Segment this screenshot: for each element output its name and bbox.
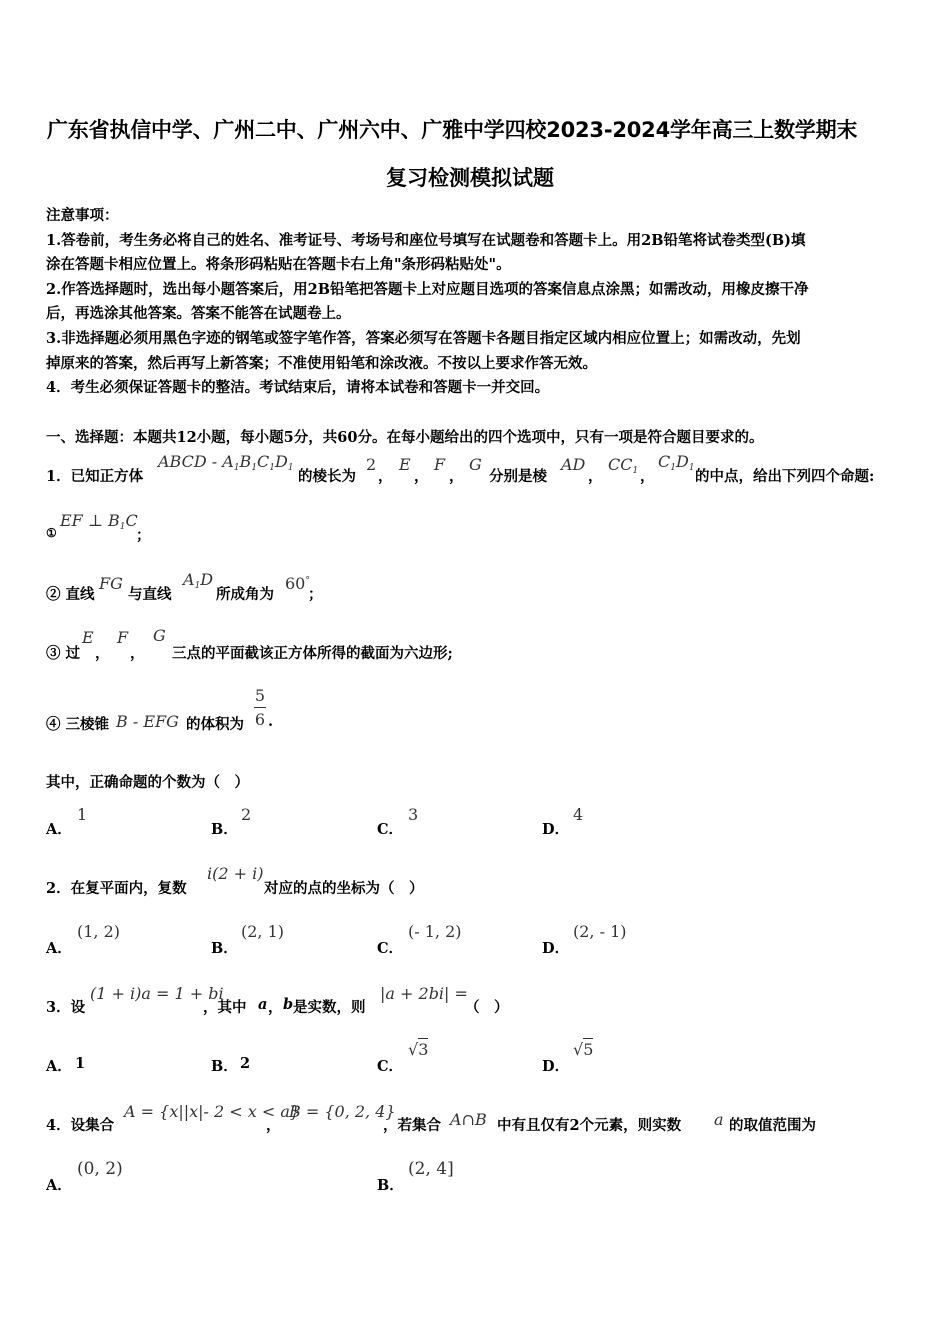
q3-abs-expr: |a + 2bi| = [380,984,468,1003]
q2-option-c-label[interactable]: C． [377,940,404,957]
q1-option-d-value[interactable]: 4 [573,805,584,824]
q3-text-3: ， [268,999,283,1016]
q2-option-c-value[interactable]: (- 1, 2) [408,922,462,941]
q1-prop2-fg: FG [99,574,123,593]
q1-prop2-text-a: ② 直线 [46,586,95,603]
title-line-2: 复习检测模拟试题 [386,166,554,190]
note-2b: 后，再选涂其他答案。答案不能答在试题卷上。 [46,305,351,322]
note-3a: 3.非选择题必须用黑色字迹的钢笔或签字笔作答，答案必须写在答题卡各题目指定区域内相应位置上；如需改动，先划 [46,330,801,347]
q3-option-b-label[interactable]: B． [211,1058,238,1075]
q1-option-a-label[interactable]: A． [46,821,72,838]
q1-prop4-numerator: 5 [254,686,266,705]
q1-prop1-mark: ① [46,526,57,540]
q1-cube: ABCD - $A_1B_1C_1D_1$ [158,452,294,473]
q1-prop4-fraction [254,686,266,729]
note-1b: 涂在答题卡相应位置上。将条形码粘贴在答题卡右上角"条形码粘贴处"。 [46,256,511,273]
q2-option-b-label[interactable]: B． [211,940,238,957]
q3-var-b: b [283,996,294,1013]
q1-edge-ad: AD [561,455,586,474]
q2-option-a-label[interactable]: A． [46,940,72,957]
q1-sep-4: ， [588,468,603,485]
q4-text-4: 的取值范围为 [729,1117,816,1134]
q3-text-2: ，其中 [203,999,247,1016]
q3-text-5: （ ） [465,999,509,1016]
note-3b: 掉原来的答案，然后再写上新答案；不准使用铅笔和涂改液。不按以上要求作答无效。 [46,355,597,372]
q1-prop2-text-b: 与直线 [128,586,172,603]
q1-prop2-end: ； [308,586,323,603]
q4-option-a-label[interactable]: A． [46,1177,72,1194]
q2-text-1: 2．在复平面内，复数 [46,880,187,897]
q4-intersection: A∩B [450,1110,487,1129]
q1-option-c-label[interactable]: C． [377,821,404,838]
q3-expr: (1 + i)a = 1 + bi [90,984,224,1003]
q1-prop1-end: ； [136,527,151,544]
q1-prop4-text-b: 的体积为 [186,716,244,733]
q1-prop4-end: . [268,713,274,730]
q1-option-c-value[interactable]: 3 [408,805,419,824]
q3-option-d-label[interactable]: D． [542,1058,570,1075]
q1-prop2-a1d: $A_1D$ [183,570,214,591]
q1-prop4-text-a: ④ 三棱锥 [46,716,110,733]
q3-option-c-value[interactable]: √3 [408,1040,429,1059]
q1-text-2: 的棱长为 [298,468,356,485]
note-1a: 1.答卷前，考生务必将自己的姓名、准考证号、考场号和座位号填写在试题卷和答题卡上。用2B铅笔将试卷类型(B)填 [46,232,806,249]
q1-sep-3: ， [449,468,464,485]
q1-point-f: F [434,455,446,474]
note-4: 4．考生必须保证答题卡的整洁。考试结束后，请将本试卷和答题卡一并交回。 [46,379,550,396]
q1-length: 2 [366,455,377,474]
q3-option-d-value[interactable]: √5 [573,1040,594,1059]
q3-option-a-label[interactable]: A． [46,1058,72,1075]
q4-text-2: ，若集合 [383,1117,441,1134]
q2-option-a-value[interactable]: (1, 2) [77,922,121,941]
q1-prop3-g: G [153,626,166,645]
q2-option-d-value[interactable]: (2, - 1) [573,922,627,941]
q3-var-a: a [258,996,268,1013]
q1-prop3-sep-1: ， [95,645,110,662]
q1-option-a-value[interactable]: 1 [77,805,88,824]
q1-option-b-label[interactable]: B． [211,821,238,838]
q1-prop3-f: F [117,628,129,647]
q1-prop2-text-c: 所成角为 [216,586,274,603]
q4-option-b-label[interactable]: B． [377,1177,404,1194]
q4-sep: ， [266,1117,281,1134]
section-heading: 一、选择题：本题共12小题，每小题5分，共60分。在每小题给出的四个选项中，只有一项是符合题目要求的。 [46,429,764,446]
q1-sep-5: ， [640,468,655,485]
q1-sep-1: ， [378,468,393,485]
q1-stem: 其中，正确命题的个数为（ ） [46,774,249,791]
q4-set-b: B = {0, 2, 4} [289,1102,396,1121]
q2-option-b-value[interactable]: (2, 1) [241,922,285,941]
q1-sep-2: ， [414,468,429,485]
q1-prop3-text-a: ③ 过 [46,645,81,662]
q3-option-a-value[interactable]: 1 [75,1055,86,1072]
q1-prop1-expr: EF ⊥ $B_1C$ [60,511,138,532]
q2-option-d-label[interactable]: D． [542,940,570,957]
q1-point-e: E [399,455,411,474]
q1-point-g: G [469,455,482,474]
q1-prop3-text-b: 三点的平面截该正方体所得的截面为六边形; [172,645,453,662]
note-2a: 2.作答选择题时，选出每小题答案后，用2B铅笔把答题卡上对应题目选项的答案信息点涂黑；如需改动，用橡皮擦干净 [46,281,809,298]
q2-expr: i(2 + i) [207,864,264,883]
q3-text-4: 是实数，则 [293,999,366,1016]
q1-prop4-denominator: 6 [254,710,266,729]
q1-prop3-sep-2: ， [130,645,145,662]
q4-option-a-value[interactable]: (0, 2) [77,1159,123,1179]
q1-option-d-label[interactable]: D． [542,821,570,838]
q1-text-3: 分别是棱 [489,468,547,485]
q2-text-2: 对应的点的坐标为（ ） [264,880,424,897]
q1-text-1: 1．已知正方体 [46,468,144,485]
sqrt-icon: √ [408,1040,419,1059]
q1-prop2-angle: 60° [285,574,310,593]
q1-prop3-e: E [82,628,94,647]
q4-set-a: A = {x||x|- 2 < x < a} [124,1102,301,1121]
q4-text-3: 中有且仅有2个元素，则实数 [497,1117,682,1134]
q4-var: a [714,1110,724,1129]
sqrt-icon: √ [573,1040,584,1059]
q4-text-1: 4．设集合 [46,1117,115,1134]
notes-heading: 注意事项： [46,207,119,224]
title-line-1: 广东省执信中学、广州二中、广州六中、广雅中学四校2023-2024学年高三上数学期末 [47,118,858,142]
q3-option-b-value[interactable]: 2 [240,1055,251,1072]
q3-text-1: 3．设 [46,999,86,1016]
q3-option-c-label[interactable]: C． [377,1058,404,1075]
q1-option-b-value[interactable]: 2 [241,805,252,824]
q1-edge-cc1: $CC_1$ [608,455,639,476]
q4-option-b-value[interactable]: (2, 4] [408,1159,454,1179]
q1-edge-c1d1: $C_1D_1$ [658,452,695,473]
q1-prop4-expr: B - EFG [116,712,179,731]
q1-text-4: 的中点，给出下列四个命题: [695,468,875,485]
